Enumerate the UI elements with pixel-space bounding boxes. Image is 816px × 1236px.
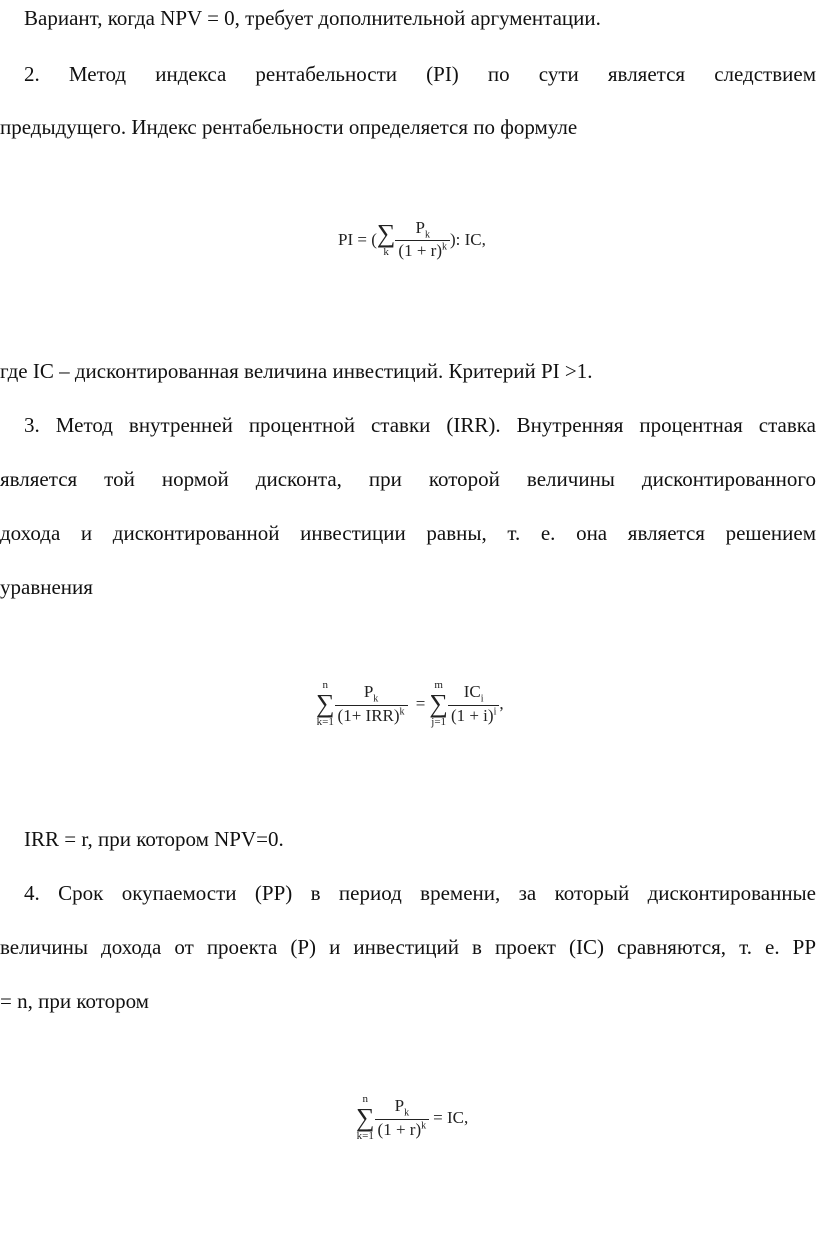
paragraph-ic-definition: где IC – дисконтированная величина инвестиций. Критерий PI >1.	[0, 359, 593, 383]
sum-index: k	[383, 246, 389, 259]
formula-pp-fraction	[375, 1096, 430, 1139]
formula-irr	[316, 680, 504, 728]
formula-pi-sum	[377, 221, 396, 258]
denominator-sup: k	[399, 706, 405, 718]
paragraph-pi-line-2: предыдущего. Индекс рентабельности определяется по формуле	[0, 115, 578, 139]
formula-irr-equals: =	[415, 694, 426, 713]
numerator: P	[363, 682, 374, 702]
formula-pi-lhs: PI = (	[338, 229, 377, 249]
paragraph-irr-npv: IRR = r, при котором NPV=0.	[24, 827, 284, 851]
numerator-sub: k	[373, 693, 379, 705]
sum-symbol: ∑	[356, 1103, 375, 1132]
paragraph-irr-line-4: уравнения	[0, 575, 93, 599]
paragraph-npv-zero: Вариант, когда NPV = 0, требует дополнительной аргументации.	[24, 6, 601, 30]
sum-lower: k=1	[316, 716, 334, 728]
sum-lower: j=1	[431, 716, 447, 728]
numerator-sub: k	[424, 229, 430, 241]
sum-lower: k=1	[356, 1130, 374, 1142]
numerator: P	[394, 1096, 405, 1116]
numerator-sub: i	[480, 693, 484, 705]
denominator-sup: k	[421, 1120, 427, 1132]
paragraph-irr-line-3: дохода и дисконтированной инвестиции равны, т. е. она является решением	[0, 521, 816, 545]
sum-upper: n	[322, 679, 329, 691]
sum-upper: n	[362, 1093, 369, 1105]
paragraph-pp-line-2: величины дохода от проекта (P) и инвестиций в проект (IC) сравняются, т. е. PP	[0, 935, 816, 959]
formula-irr-sum-2	[429, 680, 448, 728]
denominator: (1+ IRR)	[337, 705, 400, 725]
formula-irr-fraction-2	[448, 682, 499, 725]
denominator-sup: i	[493, 706, 497, 718]
numerator: IC	[463, 682, 481, 702]
denominator: (1 + r)	[377, 1119, 422, 1139]
formula-irr-end: ,	[499, 694, 504, 713]
paragraph-irr-line-2: является той нормой дисконта, при которой величины дисконтированного	[0, 467, 816, 491]
formula-pi-fraction	[395, 218, 450, 261]
numerator: P	[415, 218, 425, 237]
denominator: (1 + i)	[450, 705, 494, 725]
paragraph-pi-line-1: 2. Метод индекса рентабельности (PI) по сути является следствием	[24, 62, 816, 86]
formula-irr-fraction-1	[335, 682, 408, 725]
denominator-sup: k	[442, 241, 447, 253]
formula-pp-sum	[356, 1094, 375, 1142]
sum-symbol: ∑	[429, 689, 448, 718]
paragraph-pp-line-1: 4. Срок окупаемости (PP) в период времени, за который дисконтированные	[24, 881, 816, 905]
paragraph-pp-line-3: = n, при котором	[0, 989, 149, 1013]
formula-pp	[356, 1094, 468, 1142]
sum-upper: m	[434, 679, 443, 691]
sum-symbol: ∑	[376, 219, 396, 249]
formula-pi	[338, 218, 486, 261]
numerator-sub: k	[404, 1107, 410, 1119]
formula-pi-rhs: ): IC,	[450, 229, 486, 249]
formula-pp-rhs: = IC,	[433, 1108, 469, 1127]
denominator: (1 + r)	[398, 241, 442, 261]
sum-symbol: ∑	[316, 689, 335, 718]
paragraph-irr-line-1: 3. Метод внутренней процентной ставки (IRR). Внутренняя процентная ставка	[24, 413, 816, 437]
formula-irr-sum-1	[316, 680, 335, 728]
